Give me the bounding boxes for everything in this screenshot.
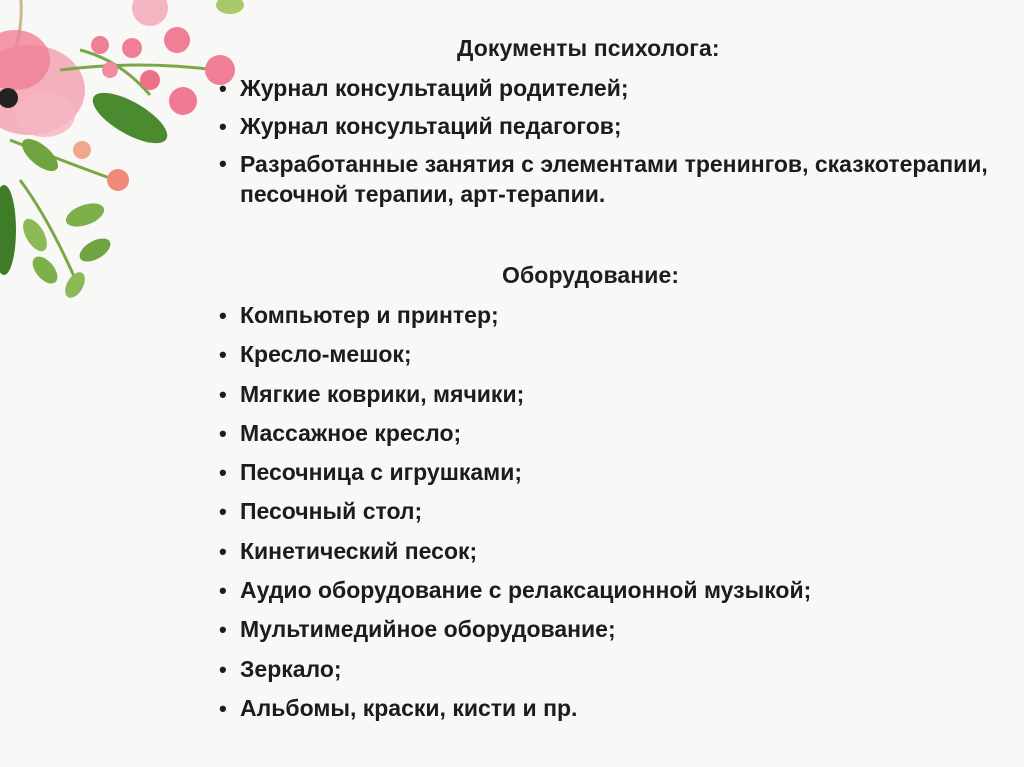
list-item-text: Аудио оборудование с релаксационной музыкой; [240, 577, 812, 604]
list-item-text: Альбомы, краски, кисти и пр. [240, 694, 578, 721]
list-item [218, 418, 1008, 449]
bullet-icon: • [219, 114, 227, 139]
list-item [218, 111, 1008, 142]
bullet-icon: • [219, 460, 227, 486]
bullet-icon: • [219, 303, 227, 328]
list-item-text: Кресло-мешок; [240, 341, 412, 368]
list-item [218, 536, 1008, 567]
list-item-text: Зеркало; [240, 655, 342, 682]
bullet-icon: • [219, 656, 227, 682]
list-item [218, 339, 1008, 370]
documents-heading: Документы психолога: [457, 35, 720, 61]
bullet-icon: • [219, 695, 227, 721]
bullet-icon: • [219, 420, 227, 446]
list-item [218, 575, 1008, 606]
equipment-list [218, 300, 1008, 732]
bullet-icon: • [219, 381, 227, 407]
bullet-icon: • [219, 617, 227, 643]
list-item [218, 654, 1008, 685]
list-item [218, 496, 1008, 527]
list-item-text: Компьютер и принтер; [240, 302, 499, 328]
list-item-text: Журнал консультаций педагогов; [240, 113, 622, 139]
floral-decoration-icon [0, 0, 250, 310]
list-item-text: Мягкие коврики, мячики; [240, 380, 525, 407]
bullet-icon: • [219, 151, 227, 176]
list-item-text: Песочница с игрушками; [240, 459, 522, 486]
list-item [218, 614, 1008, 645]
documents-list [218, 73, 1008, 216]
list-item-text: Мультимедийное оборудование; [240, 616, 616, 643]
bullet-icon: • [219, 342, 227, 368]
list-item [218, 73, 1008, 104]
list-item [218, 300, 1008, 331]
bullet-icon: • [219, 578, 227, 604]
list-item-text: Песочный стол; [240, 498, 423, 525]
list-item-text: Кинетический песок; [240, 537, 478, 564]
list-item [218, 693, 1008, 724]
bullet-icon: • [219, 76, 227, 101]
equipment-heading: Оборудование: [502, 262, 680, 288]
list-item-text: Разработанные занятия с элементами тренингов, сказкотерапии, песочной терапии, арт-терапии. [240, 151, 988, 207]
list-item [218, 149, 1008, 209]
list-item-text: Массажное кресло; [240, 419, 462, 446]
list-item [218, 457, 1008, 488]
bullet-icon: • [219, 538, 227, 564]
list-item [218, 379, 1008, 410]
list-item-text: Журнал консультаций родителей; [240, 75, 629, 101]
bullet-icon: • [219, 499, 227, 525]
